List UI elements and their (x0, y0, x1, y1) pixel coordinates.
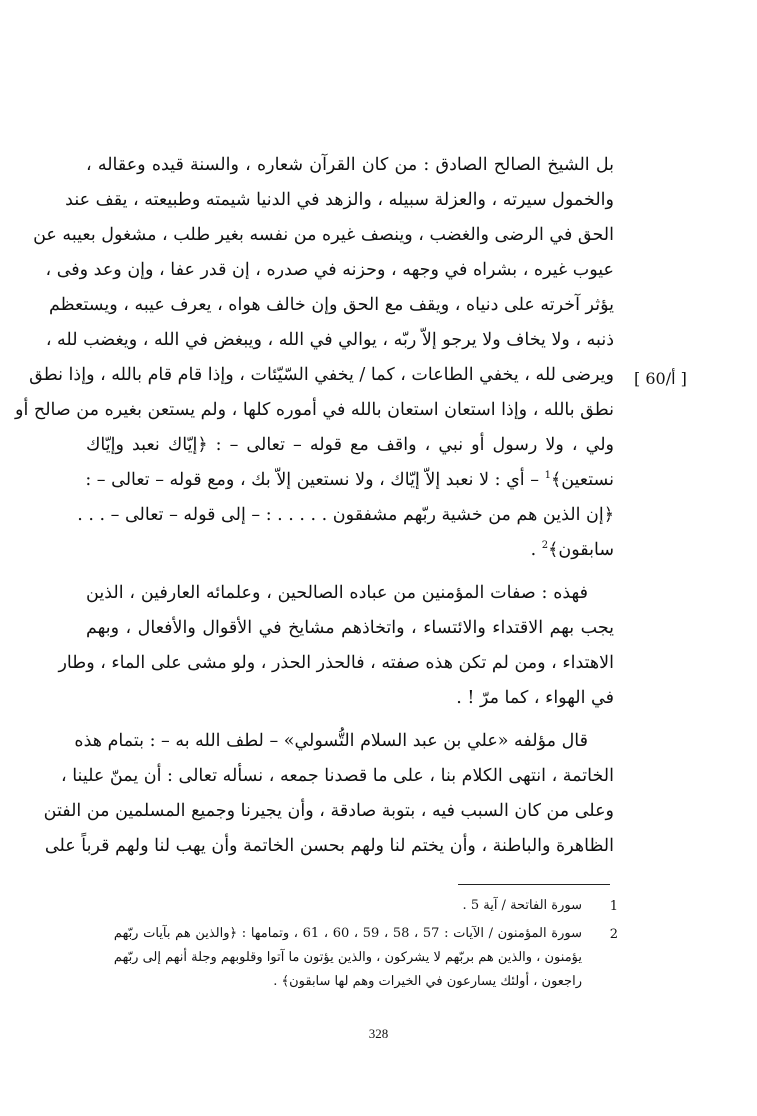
text-line: في الهواء ، كما مرّ ! . (456, 688, 614, 708)
text-line: الخاتمة ، انتهى الكلام بنا ، على ما قصدنا جمعه ، نسأله تعالى : أن يمنّ علينا ، (61, 766, 614, 786)
text-line: ذنبه ، ولا يخاف ولا يرجو إلاّ ربّه ، يوالي في الله ، ويبغض في الله ، ويغضب لله ، (45, 330, 614, 350)
footnote-marker: 1 (544, 470, 551, 482)
footnote-number: 1 (609, 899, 618, 914)
page-number: 328 (368, 1026, 389, 1041)
text-run: – أي : لا نعبد إلاّ إيّاك ، ولا نستعين إلاّ بك ، ومع قوله – تعالى – : (85, 470, 545, 490)
text-line: عيوب غيره ، بشراه في وجهه ، وحزنه في صدره ، إن قدر عفا ، وإن وعد وفى ، (45, 260, 614, 280)
text-line: الظاهرة والباطنة ، وأن يختم لنا ولهم بحسن الخاتمة وأن يهب لنا ولهم قرباً على (44, 836, 614, 856)
text-line: يجب بهم الاقتداء والائتساء ، واتخاذهم مشايخ في الأقوال والأفعال ، وبهم (86, 618, 614, 638)
footnote (168, 894, 618, 920)
text-line: الاهتداء ، ومن لم تكن هذه صفته ، فالحذر الحذر ، ولو مشى على الماء ، وطار (58, 653, 614, 673)
text-line (86, 533, 614, 568)
footnotes (113, 894, 618, 994)
text-line: نطق بالله ، وإذا استعان استعان بالله في أموره كلها ، ولم يستعن بغيره من صالح أو (15, 400, 614, 420)
footnote-line: سورة الفاتحة / آية 5 . (462, 898, 582, 913)
text-line: فهذه : صفات المؤمنين من عباده الصالحين ، وعلمائه العارفين ، الذين (86, 583, 588, 603)
footnote-text (168, 894, 582, 918)
text-line (86, 463, 614, 498)
text-run: . (530, 540, 542, 560)
text-line: يؤثر آخرته على دنياه ، ويقف مع الحق وإن خالف هواه ، يعرف عيبه ، ويستعظم (49, 295, 614, 315)
footnote-number: 2 (609, 927, 618, 942)
footnote-separator (458, 884, 610, 885)
footnote-marker: 2 (541, 540, 549, 552)
verse-quote: سابقون﴾ (548, 540, 614, 560)
text-line: قال مؤلفه «علي بن عبد السلام التُّسولي» – لطف الله به – : بتمام هذه (74, 731, 588, 751)
footnote-text (114, 922, 582, 994)
verse-quote: نستعين﴾ (550, 470, 614, 490)
text-line: ﴿إن الذين هم من خشية ربّهم مشفقون . . . . . : – إلى قوله – تعالى – . . . (77, 505, 614, 525)
footnote-line: سورة المؤمنون / الآيات : 57 ، 58 ، 59 ، 60 ، 61 ، وتمامها : ﴿والذين هم بآيات ربّهم (113, 926, 582, 941)
text-line: ولي ، ولا رسول أو نبي ، واقف مع قوله – تعالى – : ﴿إيّاك نعبد وإيّاك (86, 435, 614, 455)
footnote-line: راجعون ، أولئك يسارعون في الخيرات وهم لها سابقون﴾ . (273, 974, 582, 989)
text-line: الحق في الرضى والغضب ، وينصف غيره من نفسه بغير طلب ، مشغول بعيبه عن (33, 225, 614, 245)
main-text (15, 148, 614, 864)
text-line: والخمول سيرته ، والعزلة سبيله ، والزهد في الدنيا شيمته وطبيعته ، يقف عند (65, 190, 614, 210)
manuscript-folio-marker: [ 60/أ ] (634, 369, 687, 388)
text-line: بل الشيخ الصالح الصادق : من كان القرآن شعاره ، والسنة قيده وعقاله ، (86, 155, 614, 175)
text-line: وعلى من كان السبب فيه ، بتوبة صادقة ، وأن يجيرنا وجميع المسلمين من الفتن (43, 801, 614, 821)
footnote-line: يؤمنون ، والذين هم بربّهم لا يشركون ، والذين يؤتون ما آتوا وقلوبهم وجلة أنهم إلى ربّهم (113, 950, 582, 965)
footnote (113, 922, 618, 994)
text-line: ويرضى لله ، يخفي الطاعات ، كما / يخفي السّيّئات ، وإذا قام قام بالله ، وإذا نطق (29, 365, 614, 385)
